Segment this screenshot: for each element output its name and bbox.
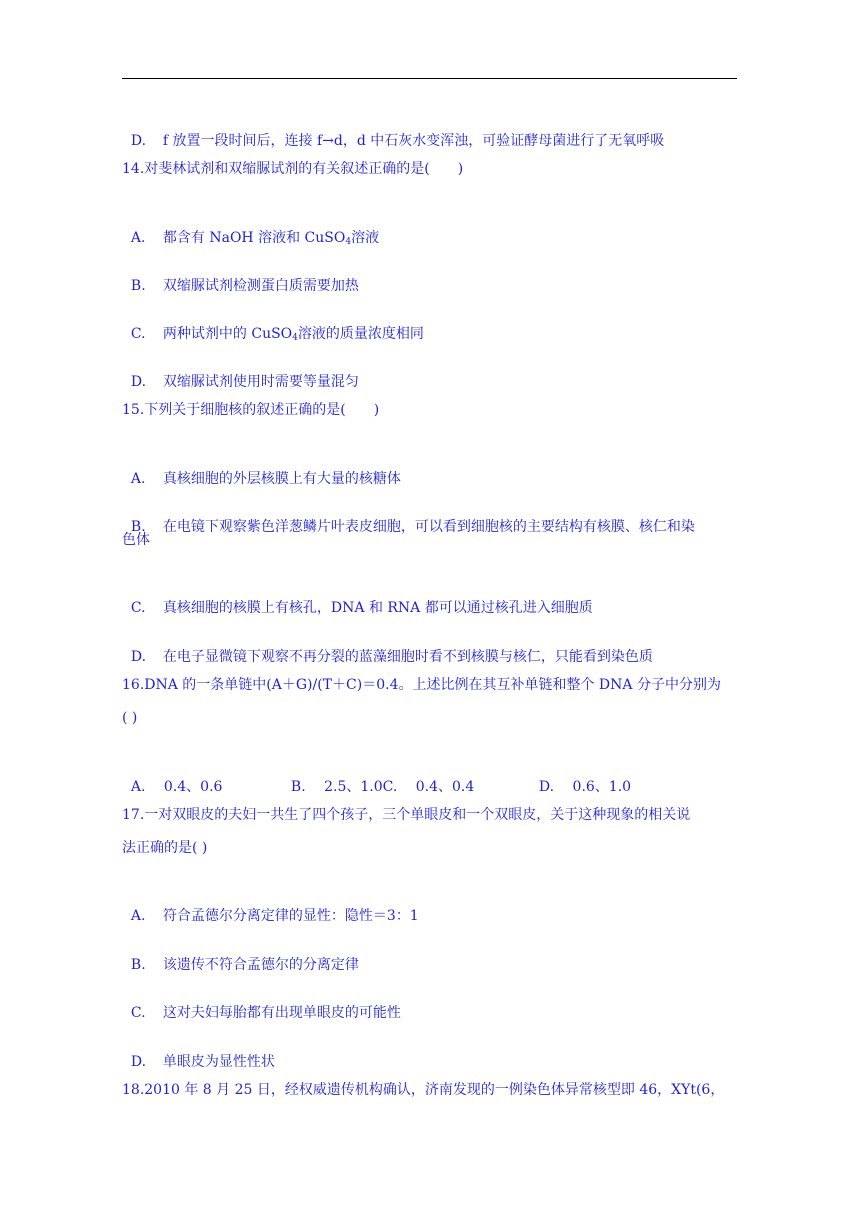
q17-stem-cont: 法正确的是( ) <box>122 840 208 856</box>
q17-option-a <box>122 886 419 926</box>
option-label: C. <box>130 326 146 342</box>
option-label: A. <box>130 471 146 487</box>
q16-option-a: A. 0.4、0.6 <box>130 779 223 795</box>
option-text: 在电镜下观察紫色洋葱鳞片叶表皮细胞，可以看到细胞核的主要结构有核膜、核仁和染 <box>162 519 695 535</box>
option-label: C. <box>130 600 146 616</box>
q16-options <box>122 757 631 797</box>
q15-option-d <box>122 627 653 667</box>
option-label: B. <box>130 519 146 535</box>
q14-option-b <box>122 256 359 296</box>
option-text: 双缩脲试剂使用时需要等量混匀 <box>162 374 359 390</box>
q14-stem: 14.对斐林试剂和双缩脲试剂的有关叙述正确的是( ) <box>122 161 464 177</box>
option-text: 该遗传不符合孟德尔的分离定律 <box>162 957 359 973</box>
option-label: A. <box>130 908 146 924</box>
option-text: 在电子显微镜下观察不再分裂的蓝藻细胞时看不到核膜与核仁，只能看到染色质 <box>162 649 653 665</box>
q18-stem: 18.2010 年 8 月 25 日，经权威遗传机构确认，济南发现的一例染色体异常核型即 46，XYt(6， <box>122 1082 725 1098</box>
option-text: 真核细胞的外层核膜上有大量的核糖体 <box>162 471 401 487</box>
q17-option-c <box>122 983 401 1023</box>
q13-option-d <box>122 111 664 151</box>
option-label: D. <box>130 649 147 665</box>
q17-stem: 17.一对双眼皮的夫妇一共生了四个孩子，三个单眼皮和一个双眼皮，关于这种现象的相关说 <box>122 807 691 823</box>
header-rule <box>122 78 737 79</box>
q14-option-c <box>122 304 424 348</box>
q17-option-b <box>122 935 359 975</box>
subscript: 4 <box>292 333 298 343</box>
option-label: D. <box>130 133 147 149</box>
q16-option-d: D. 0.6、1.0 <box>538 779 632 795</box>
q14-option-d <box>122 352 359 392</box>
q15-option-b <box>122 497 695 537</box>
q16-stem: 16.DNA 的一条单链中(A＋G)/(T＋C)＝0.4。上述比例在其互补单链和整个 DNA 分子中分别为 <box>122 677 721 693</box>
option-text: 符合孟德尔分离定律的显性：隐性＝3：1 <box>162 908 419 924</box>
option-text: 这对夫妇每胎都有出现单眼皮的可能性 <box>162 1005 401 1021</box>
option-label: B. <box>130 278 146 294</box>
option-text: 真核细胞的核膜上有核孔，DNA 和 RNA 都可以通过核孔进入细胞质 <box>162 600 593 616</box>
option-label: A. <box>130 230 146 246</box>
option-text: 都含有 NaOH 溶液和 CuSO <box>162 230 346 246</box>
q15-option-a <box>122 449 401 489</box>
option-text: 双缩脲试剂检测蛋白质需要加热 <box>162 278 359 294</box>
q17-option-d <box>122 1032 275 1072</box>
q15-stem: 15.下列关于细胞核的叙述正确的是( ) <box>122 402 380 418</box>
option-label: C. <box>130 1005 146 1021</box>
option-text: 单眼皮为显性性状 <box>162 1054 275 1070</box>
option-label: D. <box>130 374 147 390</box>
option-text-end: 溶液 <box>351 230 380 246</box>
q14-option-a <box>122 208 379 252</box>
option-text-end: 溶液的质量浓度相同 <box>297 326 424 342</box>
subscript: 4 <box>345 237 352 247</box>
option-text: f 放置一段时间后，连接 f→d，d 中石灰水变浑浊，可验证酵母菌进行了无氧呼吸 <box>162 133 665 149</box>
option-text: 两种试剂中的 CuSO <box>162 326 293 342</box>
q15-option-b-cont: 色体 <box>122 532 150 548</box>
option-label: B. <box>130 957 146 973</box>
q16-option-b: B. 2.5、1.0C. 0.4、0.4 <box>290 779 475 795</box>
option-label: D. <box>130 1054 147 1070</box>
q15-option-c <box>122 578 593 618</box>
q16-stem-cont: ( ) <box>122 710 138 726</box>
